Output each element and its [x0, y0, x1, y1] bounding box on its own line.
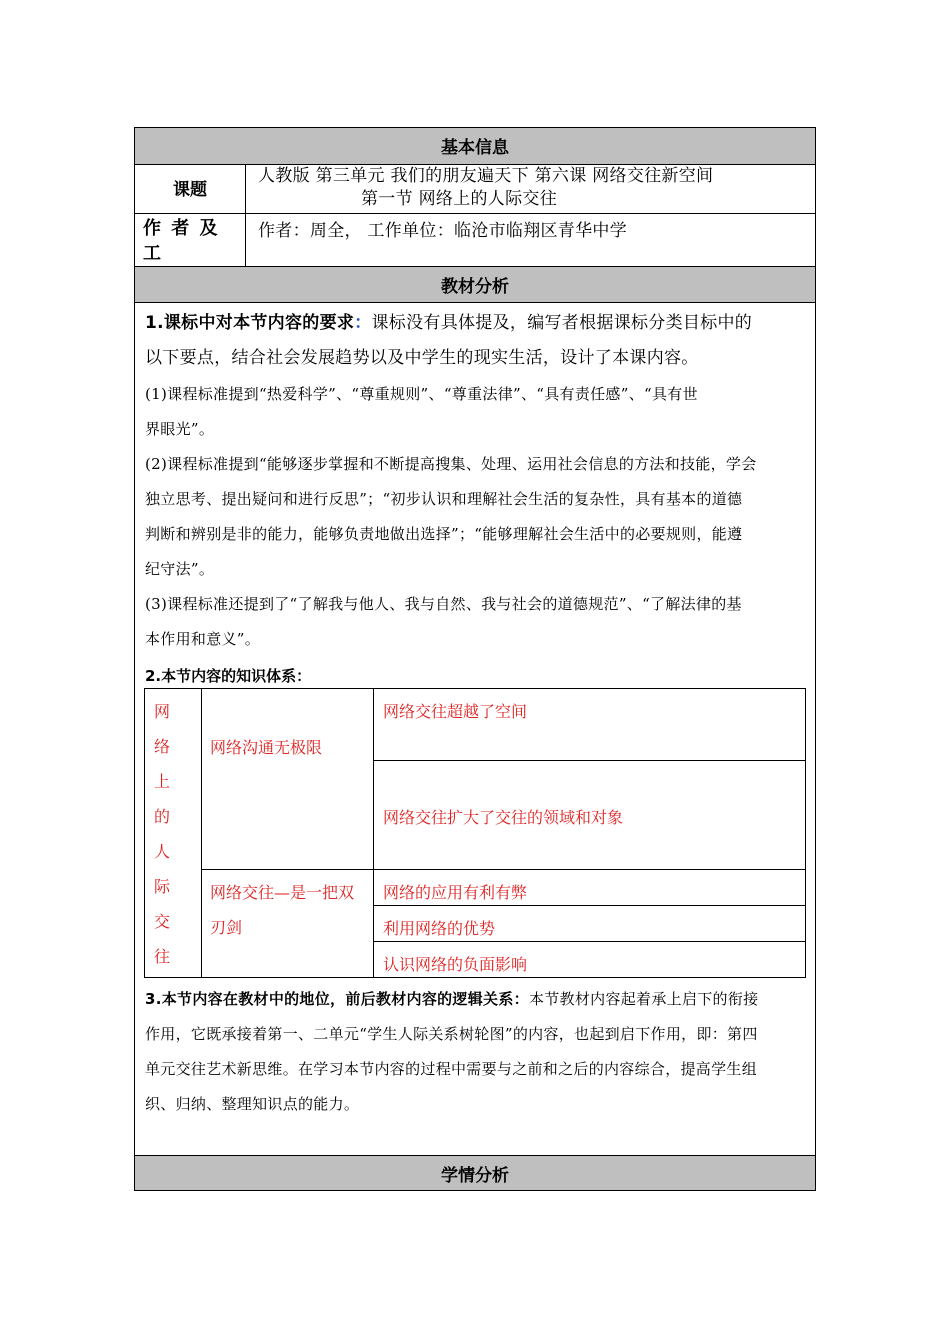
- topic-line-2: 第一节 网络上的人际交往: [361, 189, 558, 209]
- knowledge-item: [383, 947, 798, 982]
- item-text: 认识网络的负面影响: [383, 955, 528, 974]
- paragraph-line: 织、归纳、整理知识点的能力。: [145, 1095, 360, 1113]
- knowledge-root-label: [145, 694, 179, 974]
- branch-text: 刃剑: [210, 918, 243, 937]
- item-text: 网络交往超越了空间: [383, 702, 528, 721]
- paragraph-standard-2: [145, 447, 810, 587]
- paragraph-text: 课标没有具体提及，编写者根据课标分类目标中的: [371, 313, 753, 333]
- paragraph-line: 界眼光”。: [145, 420, 215, 438]
- topic-value: [255, 165, 810, 213]
- paragraph-heading-colon: ：: [354, 313, 372, 333]
- topic-line-1: 人教版 第三单元 我们的朋友遍天下 第六课 网络交往新空间: [258, 166, 714, 186]
- author-value: [258, 216, 808, 246]
- root-char: 人: [153, 842, 170, 861]
- divider: [245, 165, 246, 266]
- root-char: 络: [153, 737, 170, 756]
- paragraph-standard-3: [145, 587, 810, 657]
- paragraph-heading: 3.本节内容在教材中的地位，前后教材内容的逻辑关系：: [145, 990, 529, 1008]
- divider: [373, 689, 374, 977]
- paragraph-line: 作用，它既承接着第一、二单元“学生人际关系树轮图”的内容，也起到启下作用，即：第四: [145, 1025, 758, 1043]
- knowledge-heading-text: 2.本节内容的知识体系：: [145, 667, 312, 685]
- divider: [201, 689, 202, 977]
- paragraph-heading: 1.课标中对本节内容的要求: [145, 313, 355, 333]
- section-title: 基本信息: [441, 138, 509, 158]
- topic-label: [135, 165, 245, 213]
- paragraph-knowledge-heading: [145, 664, 545, 688]
- paragraph-line: (2)课程标准提到“能够逐步掌握和不断提高搜集、处理、运用社会信息的方法和技能，学会: [145, 455, 757, 473]
- knowledge-item: [383, 800, 798, 835]
- divider: [202, 869, 805, 870]
- paragraph-line: 本作用和意义”。: [145, 630, 261, 648]
- paragraph-line: [145, 306, 810, 341]
- item-text: 网络的应用有利有弊: [383, 883, 528, 902]
- item-text: 利用网络的优势: [383, 919, 496, 938]
- section-title: 教材分析: [441, 277, 509, 297]
- item-text: 网络交往扩大了交往的领域和对象: [383, 808, 624, 827]
- paragraph-line: 单元交往艺术新思维。在学习本节内容的过程中需要与之前和之后的内容综合，提高学生组: [145, 1060, 758, 1078]
- divider: [135, 213, 815, 214]
- root-char: 往: [153, 947, 170, 966]
- paragraph-position: [145, 982, 810, 1122]
- divider: [135, 302, 815, 303]
- divider: [374, 760, 805, 761]
- section-header-student-analysis: [135, 1156, 815, 1190]
- paragraph-line: 判断和辨别是非的能力，能够负责地做出选择”；“能够理解社会生活中的必要规则，能遵: [145, 525, 743, 543]
- author-label: [143, 216, 243, 266]
- root-char: 际: [153, 877, 170, 896]
- paragraph-line: [145, 982, 810, 1017]
- paragraph-line: 以下要点，结合社会发展趋势以及中学生的现实生活，设计了本课内容。: [145, 348, 699, 368]
- author-value-text: 作者：周全， 工作单位：临沧市临翔区青华中学: [258, 221, 628, 241]
- topic-label-text: 课题: [173, 180, 207, 200]
- branch-text: 网络沟通无极限: [210, 738, 323, 757]
- root-char: 上: [153, 772, 170, 791]
- branch-text: 网络交往—是一把双: [210, 883, 355, 902]
- paragraph-standard-1: [145, 377, 810, 447]
- paragraph-standards: [145, 306, 810, 376]
- knowledge-branch-2: [210, 875, 370, 945]
- root-char: 网: [153, 702, 170, 721]
- author-label-line-1: 作 者 及 工: [143, 218, 220, 264]
- section-title: 学情分析: [441, 1166, 509, 1186]
- paragraph-line: 纪守法”。: [145, 560, 215, 578]
- paragraph-line: (1)课程标准提到“热爱科学”、“尊重规则”、“尊重法律”、“具有责任感”、“具有世: [145, 385, 698, 403]
- knowledge-branch-1: [210, 730, 370, 765]
- knowledge-item: [383, 694, 798, 729]
- paragraph-text: 本节教材内容起着承上启下的衔接: [528, 990, 759, 1008]
- section-header-material-analysis: [135, 267, 815, 302]
- paragraph-line: (3)课程标准还提到了“了解我与他人、我与自然、我与社会的道德规范”、“了解法律的基: [145, 595, 742, 613]
- knowledge-item: [383, 875, 798, 910]
- paragraph-line: 独立思考、提出疑问和进行反思”；“初步认识和理解社会生活的复杂性，具有基本的道德: [145, 490, 743, 508]
- section-header-basic-info: [135, 128, 815, 164]
- root-char: 的: [153, 807, 170, 826]
- root-char: 交: [153, 912, 170, 931]
- knowledge-item: [383, 911, 798, 946]
